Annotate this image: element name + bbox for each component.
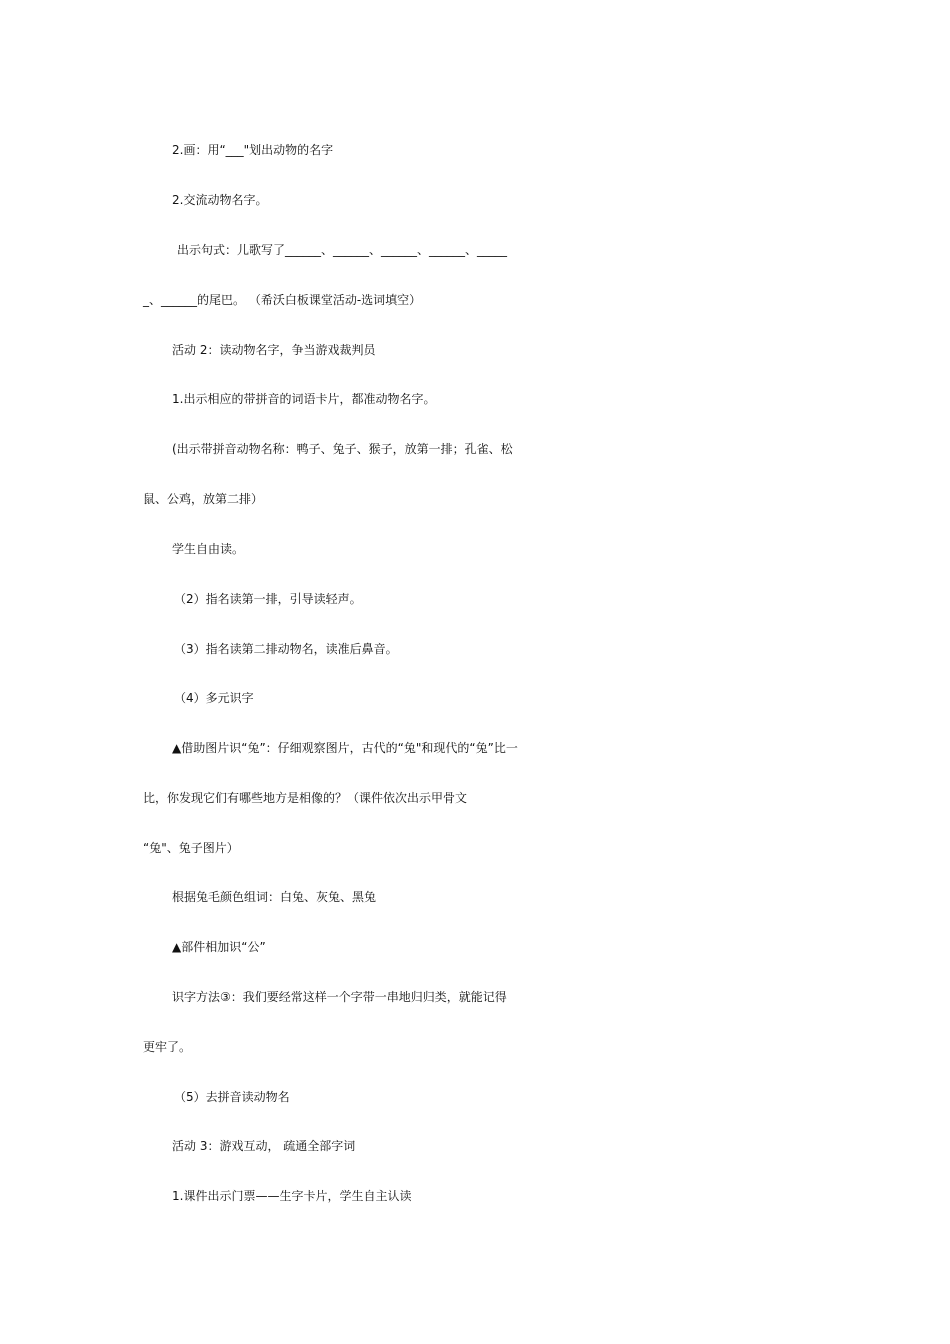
text-line: 比，你发现它们有哪些地方是相像的？（课件依次出示甲骨文 (143, 791, 468, 805)
text-line: (出示带拼音动物名称：鸭子、兔子、猴子，放第一排；孔雀、松 (172, 442, 513, 456)
text-line: 1.课件出示门票——生字卡片，学生自主认读 (172, 1189, 412, 1203)
text-line: _、______的尾巴。 （希沃白板课堂活动-选词填空） (143, 293, 422, 307)
text-line: （3）指名读第二排动物名，读准后鼻音。 (174, 642, 398, 656)
text-line: 鼠、公鸡，放第二排） (143, 492, 264, 506)
text-line: ▲部件相加识“公” (172, 940, 266, 954)
text-line: “兔"、兔子图片） (143, 841, 239, 855)
text-line: （5）去拼音读动物名 (174, 1090, 290, 1104)
text-line: （2）指名读第一排，引导读轻声。 (174, 592, 362, 606)
text-line: 出示句式：儿歌写了______、______、______、______、_____ (177, 243, 508, 257)
text-line: 识字方法③：我们要经常这样一个字带一串地归归类，就能记得 (172, 990, 507, 1004)
text-line: 2.交流动物名字。 (172, 193, 268, 207)
text-line: 学生自由读。 (172, 542, 245, 556)
text-line: 根据兔毛颜色组词：白兔、灰兔、黑兔 (172, 890, 377, 904)
text-line: ▲借助图片识“兔”：仔细观察图片，古代的“兔"和现代的“兔”比一 (172, 741, 518, 755)
text-line: 更牢了。 (143, 1040, 192, 1054)
text-line: （4）多元识字 (174, 691, 254, 705)
text-line: 活动 3：游戏互动， 疏通全部字词 (172, 1139, 356, 1153)
text-line: 活动 2：读动物名字，争当游戏裁判员 (172, 343, 376, 357)
text-line: 2.画：用“___"划出动物的名字 (172, 143, 334, 157)
text-line: 1.出示相应的带拼音的词语卡片，都准动物名字。 (172, 392, 436, 406)
